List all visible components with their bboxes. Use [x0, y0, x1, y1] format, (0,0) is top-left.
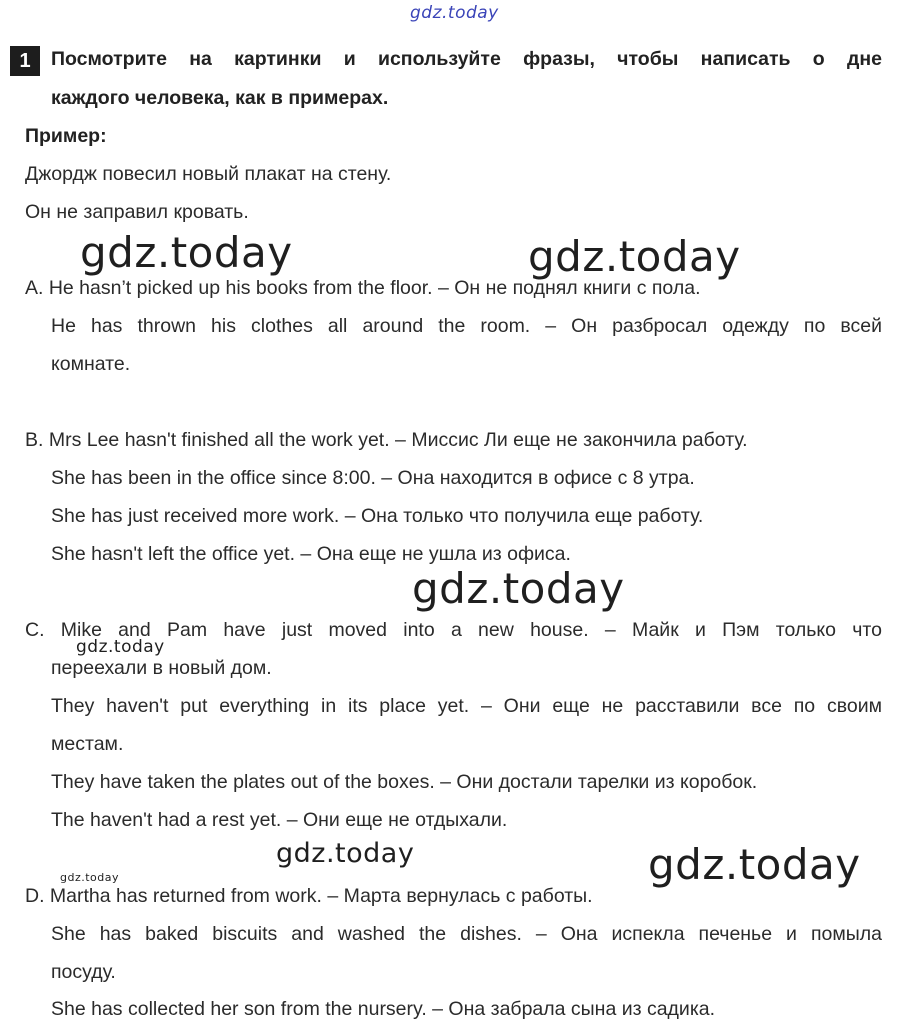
watermark-5: gdz.today: [60, 871, 120, 884]
watermark-2: gdz.today: [528, 232, 741, 281]
watermark-3: gdz.today: [412, 564, 625, 613]
section-c-line4: местам.: [51, 733, 124, 755]
example-line2: Он не заправил кровать.: [25, 201, 249, 223]
section-d-line2: She has baked biscuits and washed the dishes. – Она испекла печенье и помыла: [51, 923, 882, 945]
section-a-line3: комнате.: [51, 353, 131, 375]
section-c-line2: переехали в новый дом.: [51, 657, 272, 679]
example-line1: Джордж повесил новый плакат на стену.: [25, 163, 392, 185]
section-d-line4: She has collected her son from the nursery. – Она забрала сына из садика.: [51, 998, 716, 1020]
task-number-badge: 1: [10, 46, 40, 76]
section-d-line3: посуду.: [51, 961, 116, 983]
watermark-1: gdz.today: [80, 228, 293, 277]
section-c-line5: They have taken the plates out of the boxes. – Они достали тарелки из коробок.: [51, 771, 758, 793]
section-d-line1: D. Martha has returned from work. – Марта вернулась с работы.: [25, 885, 593, 907]
section-c-line1: C. Mike and Pam have just moved into a new house. – Майк и Пэм только что: [25, 619, 882, 641]
section-c-line6: The haven't had a rest yet. – Они еще не отдыхали.: [51, 809, 508, 831]
section-b-line3: She has just received more work. – Она только что получила еще работу.: [51, 505, 704, 527]
section-a-line2: He has thrown his clothes all around the room. – Он разбросал одежду по всей: [51, 315, 882, 337]
watermark-4: gdz.today: [76, 637, 165, 657]
section-c-line3: They haven't put everything in its place yet. – Они еще не расставили все по своим: [51, 695, 882, 717]
watermark-top: gdz.today: [410, 3, 499, 23]
watermark-7: gdz.today: [648, 840, 861, 889]
example-label: Пример:: [25, 125, 107, 147]
section-b-line1: B. Mrs Lee hasn't finished all the work yet. – Миссис Ли еще не закончила работу.: [25, 429, 748, 451]
task-instruction-line1: Посмотрите на картинки и используйте фразы, чтобы написать о дне: [51, 48, 882, 70]
section-a-line1: A. He hasn’t picked up his books from the floor. – Он не поднял книги с пола.: [25, 277, 701, 299]
task-instruction-line2: каждого человека, как в примерах.: [51, 87, 389, 109]
section-b-line4: She hasn't left the office yet. – Она еще не ушла из офиса.: [51, 543, 571, 565]
watermark-6: gdz.today: [276, 838, 415, 869]
section-b-line2: She has been in the office since 8:00. – Она находится в офисе с 8 утра.: [51, 467, 695, 489]
